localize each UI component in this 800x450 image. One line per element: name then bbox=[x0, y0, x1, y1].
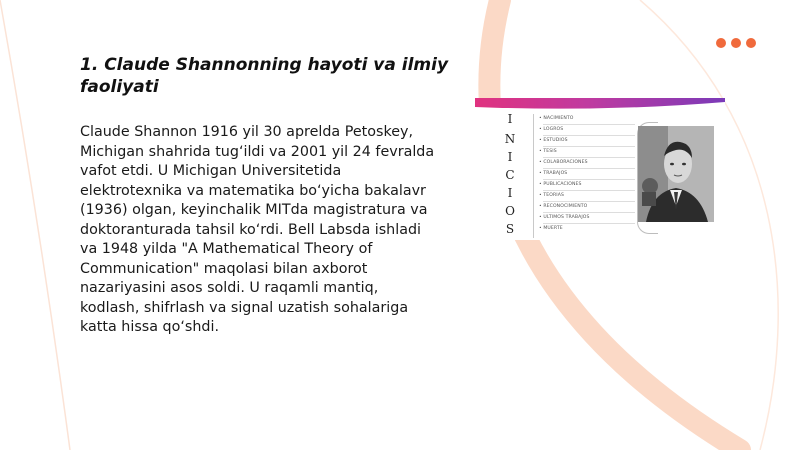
embedded-slide-image bbox=[475, 98, 725, 240]
list-item: • TESIS bbox=[539, 149, 557, 154]
list-item: • TRABAJOS bbox=[539, 171, 568, 176]
portrait-icon bbox=[638, 126, 714, 222]
letter: N bbox=[504, 132, 516, 146]
portrait-photo bbox=[638, 126, 714, 222]
list-item: • ULTIMOS TRABAJOS bbox=[539, 215, 590, 220]
gradient-banner bbox=[475, 98, 725, 112]
list-item: • RECONOCIMIENTO bbox=[539, 204, 588, 209]
dot-icon bbox=[716, 38, 726, 48]
list-item: • COLABORACIONES bbox=[539, 160, 588, 165]
vertical-word bbox=[475, 114, 545, 240]
dot-icon bbox=[731, 38, 741, 48]
letter: S bbox=[505, 222, 515, 236]
list-item: • ESTUDIOS bbox=[539, 138, 568, 143]
list-item: • PUBLICACIONES bbox=[539, 182, 582, 187]
left-thin-arc bbox=[0, 0, 70, 450]
letter: I bbox=[507, 150, 513, 164]
decorative-dots bbox=[716, 38, 756, 48]
list-item: • MUERTE bbox=[539, 226, 563, 231]
letter: O bbox=[505, 204, 515, 218]
list-item: • TEORIAS bbox=[539, 193, 564, 198]
dot-icon bbox=[746, 38, 756, 48]
slide-title: 1. Claude Shannonning hayoti va ilmiy faoliyati bbox=[80, 55, 449, 97]
slide-body-text: Claude Shannon 1916 yil 30 aprelda Petoskey, Michigan shahrida tug‘ildi va 2001 yil 24 fevralda vafot etdi. U Michigan Universitetida elektrotexnika va matematika bo‘yicha bakalavr (1936) olgan, keyinchalik MITda magistratura va doktoranturada tahsil ko‘rdi. Bell Labsda ishladi va 1948 yilda "A Mathematical Theory of Communication" maqolasi bilan axborot nazariyasini asos soldi. U raqamli mantiq, kodlash, shifrlash va signal uzatish sohalariga katta hissa qo‘shdi. bbox=[80, 124, 435, 335]
list-item: • LOGROS bbox=[539, 127, 564, 132]
letter: I bbox=[507, 112, 513, 126]
list-item: • NACIMIENTO bbox=[539, 116, 574, 121]
figure-divider bbox=[533, 114, 534, 238]
letter: C bbox=[505, 168, 515, 182]
letter: I bbox=[507, 186, 513, 200]
